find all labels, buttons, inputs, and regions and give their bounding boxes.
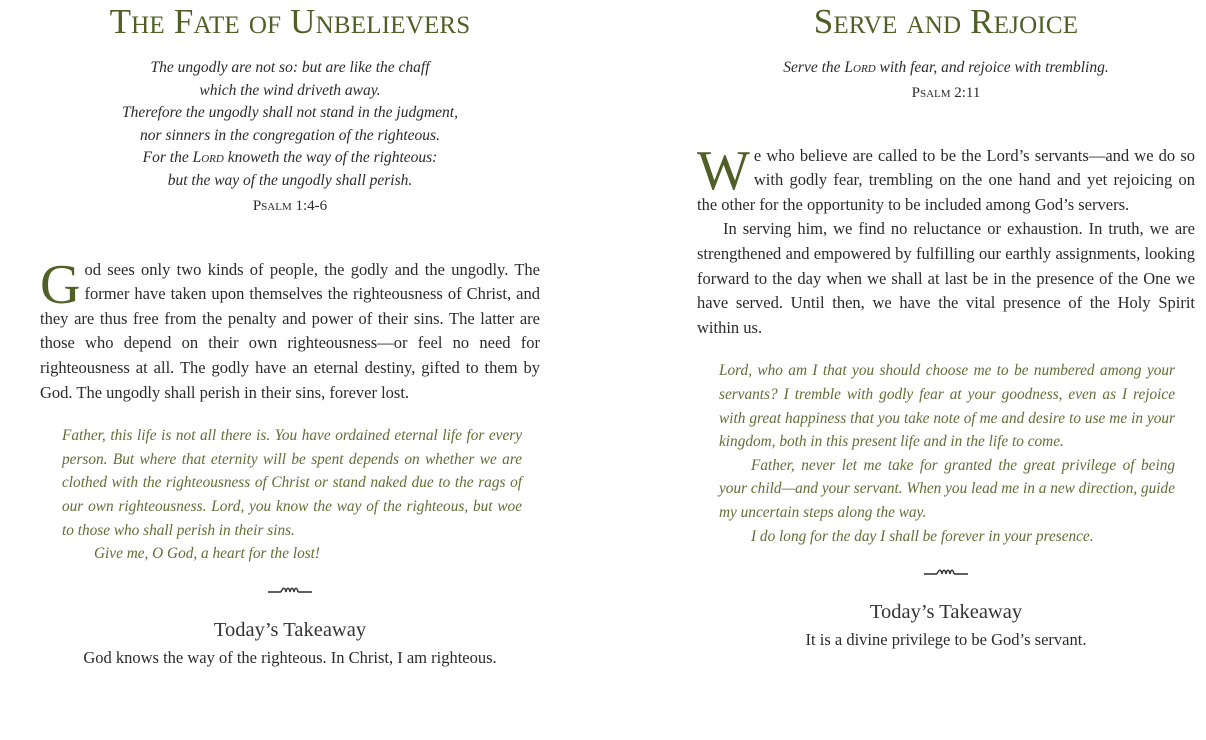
left-page <box>40 0 540 740</box>
scripture-verse <box>697 57 1195 80</box>
verse-text: knoweth the way of the righteous: <box>223 149 438 167</box>
takeaway-text: God knows the way of the righteous. In Christ, I am righteous. <box>83 647 497 667</box>
scripture-reference: Psalm 2:11 <box>911 84 981 101</box>
takeaway-text: It is a divine privilege to be God’s servant. <box>805 630 1087 650</box>
page-title: Serve and Rejoice <box>813 2 1079 41</box>
right-page <box>697 0 1195 740</box>
verse-line: but the way of the ungodly shall perish. <box>167 171 413 189</box>
takeaway-title: Today’s Takeaway <box>869 601 1023 624</box>
flourish-divider-icon <box>40 583 540 601</box>
body-text: od sees only two kinds of people, the godly and the ungodly. The former have taken upon themselves the righteousness of Christ, and they are thus free from the penalty and power of their sins. The latter are those who depend on their own righteousness—or feel no need for righteousness at all. The godly have an eternal destiny, gifted to them by God. The ungodly shall perish in their sins, forever lost. <box>40 259 540 402</box>
verse-text: For the <box>142 149 193 167</box>
verse-text: Serve the <box>783 59 845 76</box>
verse-line <box>40 147 540 170</box>
verse-line: The ungodly are not so: but are like the chaff <box>150 59 430 76</box>
body-text: e who believe are called to be the Lord’s servants—and we do so with godly fear, trembling on the one hand and yet rejoicing on the other for the opportunity to be included among God’s servers. <box>697 145 1195 214</box>
prayer-paragraph: I do long for the day I shall be forever in your presence. <box>751 527 1094 545</box>
prayer-paragraph: Lord, who am I that you should choose me to be numbered among your servants? I tremble with godly fear at your goodness, even as I rejoice with great happiness that you take note of me and desire to use me in your kingdom, both in this present life and in the life to come. <box>719 362 1175 451</box>
verse-line: which the wind driveth away. <box>199 81 381 99</box>
flourish-divider-icon <box>697 565 1195 583</box>
prayer <box>62 424 522 566</box>
scripture-reference: Psalm 1:4-6 <box>252 197 328 214</box>
prayer-paragraph: Father, this life is not all there is. You have ordained eternal life for every person. But where that eternity will be spent depends on whether we are clothed with the righteousness of Christ or stand naked due to the rags of our own righteousness. Lord, you know the way of the righteous, but woe to those who shall perish in their sins. <box>62 427 522 539</box>
devotional-body <box>697 139 1195 341</box>
page-title: The Fate of Unbelievers <box>109 2 471 41</box>
prayer-paragraph: Father, never let me take for granted the great privilege of being your child—and your servant. When you lead me in a new direction, guide my uncertain steps along the way. <box>719 456 1175 521</box>
verse-line <box>697 57 1195 80</box>
scripture-verse <box>40 57 540 193</box>
takeaway-title: Today’s Takeaway <box>213 618 367 641</box>
body-paragraph <box>40 253 540 406</box>
verse-lord: Lord <box>192 149 224 167</box>
verse-line: Therefore the ungodly shall not stand in the judgment, <box>122 104 458 122</box>
verse-text: with fear, and rejoice with trembling. <box>875 59 1109 76</box>
verse-lord: Lord <box>844 59 876 76</box>
verse-line: nor sinners in the congregation of the righteous. <box>140 126 440 144</box>
drop-cap: W <box>697 139 750 202</box>
drop-cap: G <box>40 253 81 316</box>
body-paragraph: In serving him, we find no reluctance or exhaustion. In truth, we are strengthened and empowered by fulfilling our earthly assignments, looking forward to the day when we shall at last be in the presence of the One we have served. Until then, we have the vital presence of the Holy Spirit within us. <box>697 219 1195 337</box>
prayer <box>719 359 1175 548</box>
body-paragraph <box>697 139 1195 218</box>
devotional-body <box>40 253 540 406</box>
prayer-paragraph: Give me, O God, a heart for the lost! <box>94 545 321 563</box>
